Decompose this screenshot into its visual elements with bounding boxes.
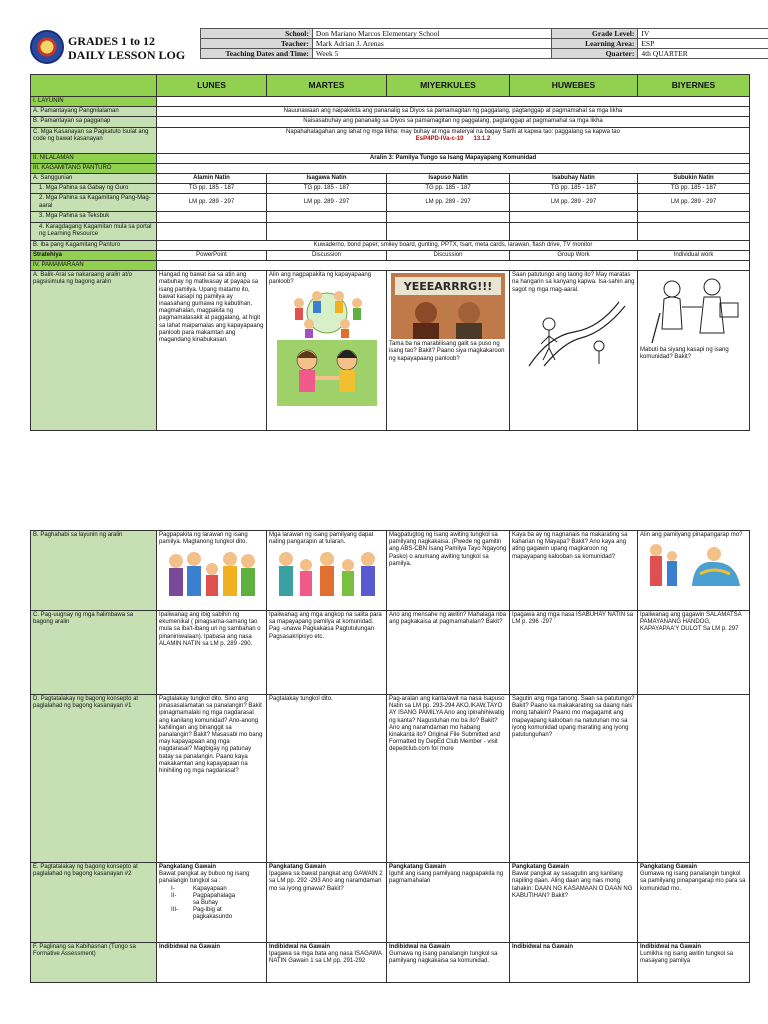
shout-text: YEEEARRRG!!! <box>403 280 493 294</box>
row-a-balik-aral <box>31 271 750 431</box>
title-line-1: GRADES 1 to 12 <box>68 34 156 48</box>
cell-text: Iguhit ang isang pamilyang nagpapakita ng pagmamahalan <box>389 871 504 885</box>
list-text: Pagpapahalaga sa Buhay <box>193 892 236 907</box>
span-text: Kuwaderno, bond paper, smiley board, gunting, PPTX, tsart, meta cards, larawan, flash drive, TV monitor <box>157 240 750 250</box>
lr-portal-row <box>31 222 750 240</box>
day-header: BIYERNES <box>638 75 750 97</box>
kasanayan-cell <box>157 127 750 153</box>
cell-text: Mga larawan ng isang pamilyang dapat nating pangarapin at tularan. <box>269 532 374 546</box>
teacher-label: Teacher: <box>201 39 313 49</box>
row-b-miyerkules: Magpatugtog ng isang awiting tungkol sa pamilyang nagkakaisa. (Pwede ng gamitin ang ABS-CBN Isang Pamilya Tayo Ngayong Pasko) o anumang awiting tungkol sa pamilya. <box>387 531 510 611</box>
lm-row <box>31 194 750 212</box>
stratehiya-cell: Individual work <box>638 250 750 260</box>
days-header-row <box>31 75 750 97</box>
row-b-martes <box>267 531 387 611</box>
gawain-head: Pangkatang Gawain <box>640 864 698 870</box>
lesson-grid-page-2 <box>30 530 750 983</box>
iba-pang-kagamitan-row <box>31 240 750 250</box>
row-c-lunes: Ipaliwanag ang ibig sabihin ng ekumenikal ( pinagsama-samang tao mula sa iba't-ibang uri ng sambahan o pinaniniwalaan). Ipabasa ang nasa ALAMIN NATIN sa LM p. 289 -290. <box>157 611 267 695</box>
empty-cell <box>267 222 387 240</box>
row-b-huwebes: Kaya ba ay ng nagnanais na makarating sa kaharian ng Mayapa? Bakit? Ano kaya ang ating gagawin upang magkaroon ng mapayapang kalooban sa komunidad? <box>510 531 638 611</box>
cell-text: Saan patutungo ang taong ito? May maratas na hangarin sa kanyang kapwa. Isa-sahin ang sagot ng mga mag-aaral. <box>512 272 635 293</box>
row-e-miyerkules <box>387 863 510 943</box>
quarter-value: 4th QUARTER <box>638 49 768 59</box>
lm-cell: LM pp. 289 - 297 <box>638 194 750 212</box>
empty-cell <box>387 212 510 222</box>
row-label: B. Iba pang Kagamitang Panturo <box>31 240 157 250</box>
dates-value: Week 5 <box>312 49 552 59</box>
row-label: 1. Mga Pahina sa Gabay ng Guro <box>31 184 157 194</box>
header-info-table <box>200 28 768 59</box>
pamamaraan-row <box>31 261 750 271</box>
row-label: A. Balik-Aral sa nakaraang aralin at/o pagsisimula ng bagong aralin <box>31 271 157 431</box>
row-a-martes <box>267 271 387 431</box>
gawain-head: Pangkatang Gawain <box>269 864 327 870</box>
day-header: MARTES <box>267 75 387 97</box>
learning-area-label: Learning Area: <box>552 39 638 49</box>
row-label: E. Pagtatalakay ng bagong konsepto at paglalahad ng bagong kasanayan #2 <box>31 863 157 943</box>
empty-cell <box>510 212 638 222</box>
helping-elder-sketch-illustration <box>642 273 746 345</box>
cell-text: Mabuti ba siyang kasapi ng isang komunidad? Bakit? <box>640 347 729 361</box>
row-f-paglinang <box>31 943 750 983</box>
title-line-2: DAILY LESSON LOG <box>68 48 186 62</box>
cell-text: Pagpapakita ng larawan ng isang pamilya. Magtanong tungkol dito. <box>159 532 248 546</box>
cell-text: Ipagawa sa bawat pangkat ang GAWAIN 2 sa LM pp. 292 -293 Ano ang naramdaman mo sa iyong ginawa? Bakit? <box>269 871 383 892</box>
row-label: B. Pamantayan sa pagganap <box>31 117 157 127</box>
day-header: HUWEBES <box>510 75 638 97</box>
gawain-head: Indibidwal na Gawain <box>159 944 221 950</box>
grade-level-value: IV <box>638 29 768 39</box>
row-b-lunes <box>157 531 267 611</box>
list-item <box>171 886 264 893</box>
row-a-miyerkules <box>387 271 510 431</box>
list-num: I- <box>171 885 175 892</box>
list-item <box>171 907 264 921</box>
gawain-head: Pangkatang Gawain <box>159 864 217 870</box>
row-f-huwebes <box>510 943 638 983</box>
cell-text: Alin ang pamilyang pinapangarap mo? <box>640 532 743 538</box>
row-label: Stratehiya <box>31 250 157 260</box>
cell-text: Tama ba na marabilisang galit sa puso ng isang tao? Bakit? Paano siya magkakaroon ng kapayapaang panloob? <box>389 341 505 362</box>
deped-seal-icon <box>30 30 64 64</box>
road-sketch-illustration <box>519 296 629 368</box>
lesson-log-page-1 <box>0 0 768 470</box>
sanggunian-head: Alamin Natin <box>157 174 267 184</box>
school-label: School: <box>201 29 313 39</box>
row-c-huwebes: Ipagawa ang mga nasa ISABUHAY NATIN sa LM p. 296 -297 <box>510 611 638 695</box>
row-e-huwebes <box>510 863 638 943</box>
row-e-lunes <box>157 863 267 943</box>
dreaming-family-illustration <box>644 540 744 590</box>
two-children-illustration <box>277 340 377 406</box>
cell-text: Lumikha ng isang awitin tungkol sa masayang pamilya <box>640 951 734 965</box>
lm-cell: LM pp. 289 - 297 <box>157 194 267 212</box>
pamantayang-pangnilalaman-row <box>31 107 750 117</box>
row-d-martes: Pagtalakay tungkol dito. <box>267 695 387 863</box>
stratehiya-cell: PowerPoint <box>157 250 267 260</box>
school-value: Don Mariano Marcos Elementary School <box>312 29 552 39</box>
row-a-biyernes <box>638 271 750 431</box>
row-c-pag-uugnay <box>31 611 750 695</box>
row-label: 2. Mga Pahina sa Kagamitang Pang-Mag-aaral <box>31 194 157 212</box>
grade-level-label: Grade Level: <box>552 29 638 39</box>
gabay-row <box>31 184 750 194</box>
row-c-biyernes: Ipaliwanag ang gagawin SALAMATSA PAMAYANANG HANDOG, KAPAYAPAA'Y DULOT Sa LM p. 297 <box>638 611 750 695</box>
gawain-head: Indibidwal na Gawain <box>640 944 702 950</box>
row-label: C. Pag-uugnay ng mga halimbawa sa bagong aralin <box>31 611 157 695</box>
sanggunian-head: Isapuso Natin <box>387 174 510 184</box>
corner-cell <box>31 75 157 97</box>
stratehiya-cell: Group Work <box>510 250 638 260</box>
pamantayan-pagganap-row <box>31 117 750 127</box>
happy-family-illustration <box>272 547 382 599</box>
row-d-biyernes <box>638 695 750 863</box>
row-label: 4. Karagdagang Kagamitan mula sa portal ng Learning Resource <box>31 222 157 240</box>
document-header <box>30 28 750 68</box>
row-f-biyernes <box>638 943 750 983</box>
sanggunian-head: Subukin Natin <box>638 174 750 184</box>
row-a-lunes: Hangad ng bawat isa sa atin ang mabuhay ng matiwasay at payapa sa isang pamilya. Upang matamo ito, bawat kasapi ng pamilya ay inaasahang gumawa ng kabutihan, magmahalan, magpakita ng pagmamalasakit at paggalang, at higit sa lahat maipamalas ang kapayapaang panloob para makamtan ang magandang kinabukasan. <box>157 271 267 431</box>
span-text: Napahahalagahan ang lahat ng mga likha: may buhay at mga materyal na bagay Sarili at kapwa tao: paggalang sa kapwa tao <box>286 128 620 135</box>
row-label: 3. Mga Pahina sa Teksbuk <box>31 212 157 222</box>
stratehiya-cell: Discussion <box>387 250 510 260</box>
teacher-value: Mark Adrian J. Arenas <box>312 39 552 49</box>
lesson-log-page-2 <box>0 530 768 980</box>
row-e-biyernes <box>638 863 750 943</box>
row-label: A. Pamantayang Pangnilalaman <box>31 107 157 117</box>
row-label: B. Paghahabi sa layunin ng aralin <box>31 531 157 611</box>
day-header: LUNES <box>157 75 267 97</box>
gawain-head: Indibidwal na Gawain <box>512 944 574 950</box>
kasanayan-row <box>31 127 750 153</box>
row-d-pagtatalakay-1 <box>31 695 750 863</box>
row-label: A. Sanggunian <box>31 174 157 184</box>
row-f-miyerkules <box>387 943 510 983</box>
list-num: III- <box>171 907 178 914</box>
sanggunian-row <box>31 174 750 184</box>
row-label: III. KAGAMITANG PANTURO <box>31 163 157 173</box>
row-a-huwebes <box>510 271 638 431</box>
cell-text: Ipagawa sa mga bata ang nasa ISAGAWA NATIN Gawain 1 sa LM pp. 291-292 <box>269 951 382 965</box>
nilalaman-text: Aralin 3: Pamilya Tungo sa Isang Mapayapang Komunidad <box>157 153 750 163</box>
tg-cell: TG pp. 185 - 187 <box>387 184 510 194</box>
angry-people-illustration <box>391 273 505 339</box>
tg-cell: TG pp. 185 - 187 <box>157 184 267 194</box>
dates-label: Teaching Dates and Time: <box>201 49 313 59</box>
row-label: F. Paglinang sa Kabihasnan (Tungo sa Formative Assessment) <box>31 943 157 983</box>
gawain-head: Indibidwal na Gawain <box>269 944 331 950</box>
layunin-label: I. LAYUNIN <box>31 97 157 107</box>
span-text: Naisasabuhay ang pananalig sa Diyos sa pamamagitan ng paggalang, pagtanggap at pagmamahal sa mga likha <box>157 117 750 127</box>
list-text: Kapayapaan <box>193 885 227 892</box>
stratehiya-row <box>31 250 750 260</box>
sanggunian-head: Isabuhay Natin <box>510 174 638 184</box>
empty-cell <box>267 212 387 222</box>
quarter-label: Quarter: <box>552 49 638 59</box>
row-f-martes <box>267 943 387 983</box>
empty-cell <box>157 163 750 173</box>
row-b-biyernes <box>638 531 750 611</box>
lm-cell: LM pp. 289 - 297 <box>510 194 638 212</box>
row-c-miyerkules: Ano ang mensahe ng awitin? Mahalaga nba ang pagkakaisa at pagmamahalan? Bakit? <box>387 611 510 695</box>
list-item <box>171 893 264 907</box>
list-text: Pag-ibig at pagkakasundo <box>193 907 233 921</box>
family-illustration <box>162 547 262 599</box>
row-label: IV. PAMAMARAAN <box>31 261 157 271</box>
gawain-head: Pangkatang Gawain <box>389 864 447 870</box>
row-label: C. Mga Kasanayan sa Pagkatuto Isulat ang code ng bawat kasanayan <box>31 127 157 153</box>
row-label: D. Pagtatalakay ng bagong konsepto at paglalahad ng bagong kasanayan #1 <box>31 695 157 863</box>
row-e-martes <box>267 863 387 943</box>
list-num: II- <box>171 892 177 899</box>
lm-cell: LM pp. 289 - 297 <box>267 194 387 212</box>
kagamitan-row <box>31 163 750 173</box>
stratehiya-cell: Discussion <box>267 250 387 260</box>
cell-text: Alin ang nagpapakita ng kapayapaang panloob? <box>269 272 372 286</box>
empty-cell <box>157 222 267 240</box>
row-c-martes: Ipaliwanag ang mga angkop na salita para sa mapayapang pamilya at komunidad. Pag -unawa Pagkakaisa Pagtutulungan Pagsasakripisyo etc. <box>267 611 387 695</box>
layunin-cell <box>157 97 750 107</box>
row-f-lunes <box>157 943 267 983</box>
gawain-head: Indibidwal na Gawain <box>389 944 451 950</box>
cell-text: Bawat pangkat ay bubuo ng isang panalangin tungkol sa : <box>159 871 250 885</box>
span-text: Nauunawaan ang naipakikita ang pananalig sa Diyos sa pamamagitan ng paggalang, pagtanggap at pagmamahal sa mga likha <box>157 107 750 117</box>
tg-cell: TG pp. 185 - 187 <box>638 184 750 194</box>
lm-cell: LM pp. 289 - 297 <box>387 194 510 212</box>
gawain-head: Pangkatang Gawain <box>512 864 570 870</box>
cell-text: Gumawa ng isang panalangin tungkol sa pamilyang nagkakaisa sa komunidad. <box>389 951 498 965</box>
row-d-miyerkules: Pag-aralan ang kanta/awit na nasa Isapuso Natin sa LM pp. 293-294 AKO,IKAW,TAYO AY ISANG PAMILYA Ano ang ipinahihiwatig ng kanta? Nagustuhan mo ba ito? Bakit? Ano ang naramdaman mo habang kinakanta ito? Original File Submitted and Formatted by DepEd Club Member - visit depedclub.com for more <box>387 695 510 863</box>
empty-cell <box>638 212 750 222</box>
empty-cell <box>157 261 750 271</box>
document-title <box>68 34 185 62</box>
sanggunian-head: Isagawa Natin <box>267 174 387 184</box>
row-d-huwebes: Sagutin ang mga tanong. Saan sa patutungo? Bakit? Paano ka makakarating sa daang nais mong tahakin? Paano mo magagamit ang mapayapang kalooban na natutunan mo sa iyong komunidad upang marating ang iyong patutunguhan? <box>510 695 638 863</box>
learning-area-value: ESP <box>638 39 768 49</box>
kasanayan-code: EsP4PD-IVa-c-10 13.1.2 <box>415 135 491 142</box>
layunin-row <box>31 97 750 107</box>
children-circle-illustration <box>277 288 377 338</box>
tg-cell: TG pp. 185 - 187 <box>510 184 638 194</box>
row-e-pagtatalakay-2 <box>31 863 750 943</box>
nilalaman-row <box>31 153 750 163</box>
lesson-grid-page-1 <box>30 74 750 431</box>
teksbuk-row <box>31 212 750 222</box>
row-b-paghahabi <box>31 531 750 611</box>
empty-cell <box>638 222 750 240</box>
empty-cell <box>510 222 638 240</box>
row-d-lunes: Pagtalakay tungkol dito. Sino ang pinasasalamatan sa panalangin? Bakit ipinagmamalaki ng mga nagdarasal ang kanilang komunidad? Ano-anong kahilingan ang binanggit sa panalangin? Bakit? Masasabi mo bang may kapayapaan ang mga nagdarasal? Magbigay ng patunay batay sa panalangin. Paano kaya makakamtan ang kapayapaan na hinihiling ng mga nagdarasal? <box>157 695 267 863</box>
tg-cell: TG pp. 185 - 187 <box>267 184 387 194</box>
day-header: MIYERKULES <box>387 75 510 97</box>
cell-text: Gumawa ng isang panalangin tungkol sa pamilyang pinapangarap mo para sa komunidad mo. <box>640 871 746 892</box>
row-label: II. NILALAMAN <box>31 153 157 163</box>
empty-cell <box>157 212 267 222</box>
empty-cell <box>387 222 510 240</box>
cell-text: Bawat pangkat ay sasagutin ang kanilang napiling daan. Aling daan ang nais mong tahakin: DAAN NG KASAMAAN O DAAN NG KABUTIHAN? Bakit? <box>512 871 633 899</box>
